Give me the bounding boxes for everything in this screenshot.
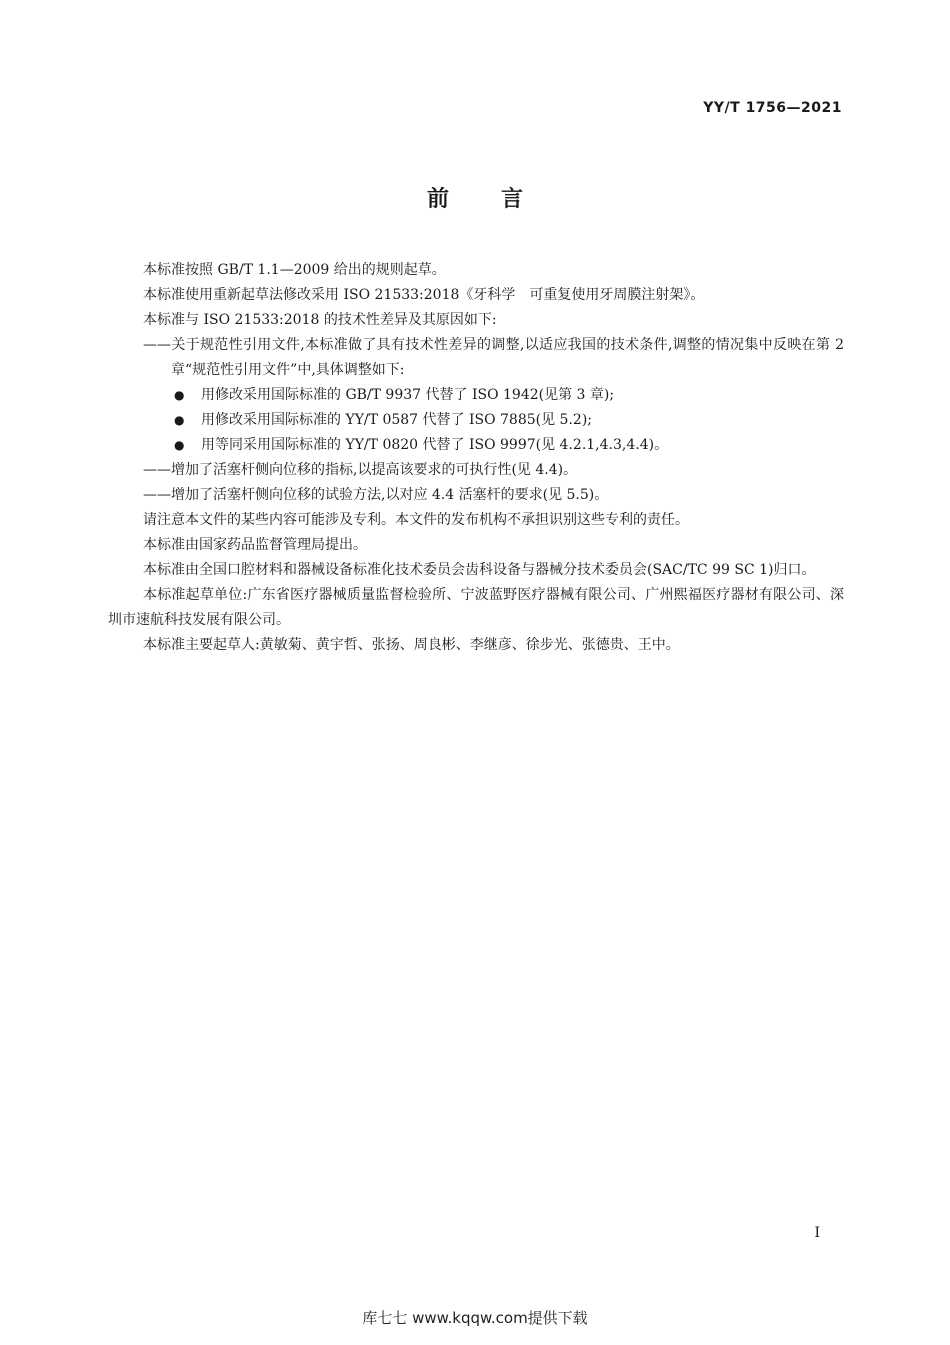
paragraph-drafting-units: 本标准起草单位:广东省医疗器械质量监督检验所、宁波蓝野医疗器械有限公司、广州熙福医疗器材有限公司、深圳市速航科技发展有限公司。 (108, 587, 844, 628)
paragraph-drafting-rules: 本标准按照 GB/T 1.1—2009 给出的规则起草。 (143, 262, 446, 278)
download-footer: 库七七 www.kqqw.com提供下载 (362, 1309, 588, 1327)
bullet-icon: ● (174, 438, 185, 452)
paragraph-adoption: 本标准使用重新起草法修改采用 ISO 21533:2018《牙科学 可重复使用牙周膜注射架》。 (143, 287, 705, 303)
list-item (108, 383, 844, 408)
difference-item-displacement-index: ——增加了活塞杆侧向位移的指标,以提高该要求的可执行性(见 4.4)。 (143, 462, 578, 478)
paragraph-differences-intro: 本标准与 ISO 21533:2018 的技术性差异及其原因如下: (143, 312, 497, 328)
paragraph-technical-committee: 本标准由全国口腔材料和器械设备标准化技术委员会齿科设备与器械分技术委员会(SAC/TC 99 SC 1)归口。 (143, 562, 816, 578)
paragraph-proposer: 本标准由国家药品监督管理局提出。 (143, 537, 367, 553)
difference-item-references: ——关于规范性引用文件,本标准做了具有技术性差异的调整,以适应我国的技术条件,调整的情况集中反映在第 2 章“规范性引用文件”中,具体调整如下: (143, 337, 844, 378)
bullet-icon: ● (174, 413, 185, 427)
paragraph-patent-notice: 请注意本文件的某些内容可能涉及专利。本文件的发布机构不承担识别这些专利的责任。 (143, 512, 689, 528)
bullet-text: 用等同采用国际标准的 YY/T 0820 代替了 ISO 9997(见 4.2.1,4.3,4.4)。 (201, 437, 669, 453)
bullet-text: 用修改采用国际标准的 GB/T 9937 代替了 ISO 1942(见第 3 章); (201, 387, 615, 403)
bullet-text: 用修改采用国际标准的 YY/T 0587 代替了 ISO 7885(见 5.2); (201, 412, 593, 428)
standard-code: YY/T 1756—2021 (703, 100, 842, 116)
bullet-icon: ● (174, 388, 185, 402)
page-number: I (814, 1225, 820, 1241)
list-item (108, 408, 844, 433)
foreword-body (108, 258, 844, 658)
difference-item-test-method: ——增加了活塞杆侧向位移的试验方法,以对应 4.4 活塞杆的要求(见 5.5)。 (143, 487, 609, 503)
paragraph-drafters: 本标准主要起草人:黄敏菊、黄宇哲、张扬、周良彬、李继彦、徐步光、张德贵、王中。 (143, 637, 680, 653)
list-item (108, 433, 844, 458)
page-title: 前言 (426, 187, 575, 212)
